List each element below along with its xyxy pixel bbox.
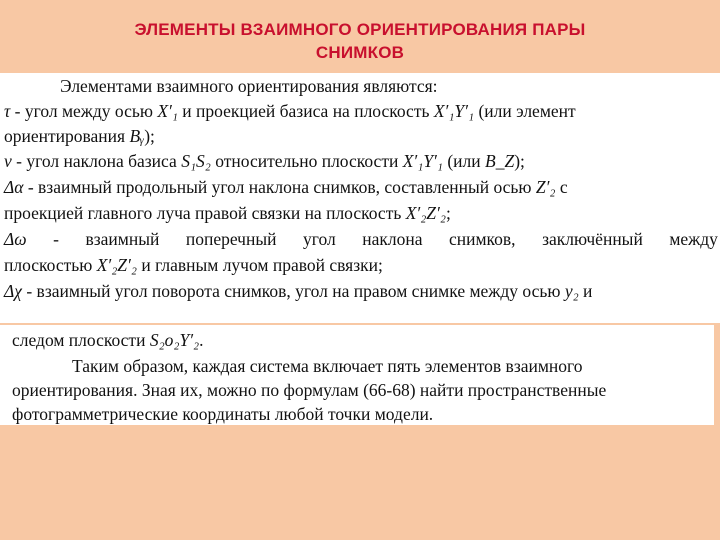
domega-symbol: Δω [4,229,27,249]
tau-cont-text: ориентирования [4,126,130,146]
dchi-definition [4,280,592,302]
domega-cont-text: плоскостью [4,255,97,275]
domega-word: снимков, [448,229,516,249]
dalpha-end: ; [445,203,451,223]
nu-text: - угол наклона базиса [11,151,182,171]
tau-end: ); [144,126,155,146]
domega-end: и главным лучом правой связки; [136,255,383,275]
domega-word: угол [302,229,336,249]
nu-text-3: (или [442,151,486,171]
domega-word: наклона [362,229,423,249]
dchi-text: - взаимный угол поворота снимков, угол на правом снимке между осью [21,281,565,301]
tau-text-2: и проекцией базиса на плоскость [177,101,434,121]
nu-bz: B_Z [485,151,515,171]
tau-axis: X′₁ [157,101,178,121]
domega-definition [4,228,718,250]
nu-end: ); [514,151,525,171]
slide-title-line1: ЭЛЕМЕНТЫ ВЗАИМНОГО ОРИЕНТИРОВАНИЯ ПАРЫ [134,20,586,39]
dalpha-text: - взаимный продольный угол наклона снимков, составленный осью [23,177,536,197]
nu-base: S₁S₂ [181,151,211,171]
nu-plane: X′₁Y′₁ [402,151,443,171]
tau-definition [4,100,576,122]
trace-line [12,329,204,351]
tau-text: - угол между осью [10,101,158,121]
trace-plane: S₂o₂Y′₂ [149,330,200,350]
dchi-axis: y₂ [564,281,579,301]
dalpha-tail: с [555,177,568,197]
tau-by: Bᵧ [129,126,145,146]
scanned-text-block-2 [0,325,714,425]
dalpha-axis: Z′₂ [535,177,556,197]
scanned-text-block-1 [0,73,720,323]
domega-plane: X′₂Z′₂ [96,255,137,275]
slide-title [0,18,720,64]
summary-line-3: фотограмметрические координаты любой точки модели. [12,404,434,424]
nu-symbol: ν [4,151,12,171]
intro-line: Элементами взаимного ориентирования являются: [60,76,438,96]
trace-end: . [199,330,204,350]
nu-text-2: относительно плоскости [210,151,403,171]
dalpha-continuation [4,202,451,224]
domega-word: - [53,229,59,249]
dalpha-cont-text: проекцией главного луча правой связки на плоскость [4,203,406,223]
summary-line-2: ориентирования. Зная их, можно по формулам (66-68) найти пространственные [12,380,607,400]
domega-word: поперечный [185,229,277,249]
tau-symbol: τ [4,101,11,121]
domega-continuation [4,254,383,276]
dchi-symbol: Δχ [4,281,22,301]
domega-word: между [669,229,718,249]
trace-text: следом плоскости [12,330,150,350]
slide-title-line2: СНИМКОВ [315,43,405,62]
dchi-tail: и [578,281,593,301]
domega-word: заключённый [542,229,643,249]
summary-line-1: Таким образом, каждая система включает пять элементов взаимного [72,356,583,376]
domega-word: взаимный [85,229,160,249]
tau-plane: X′₁Y′₁ [433,101,475,121]
dalpha-plane: X′₂Z′₂ [405,203,446,223]
tau-continuation [4,125,155,147]
tau-text-3: (или элемент [474,101,576,121]
dalpha-definition [4,176,568,198]
dalpha-symbol: Δα [4,177,24,197]
nu-definition [4,150,525,172]
